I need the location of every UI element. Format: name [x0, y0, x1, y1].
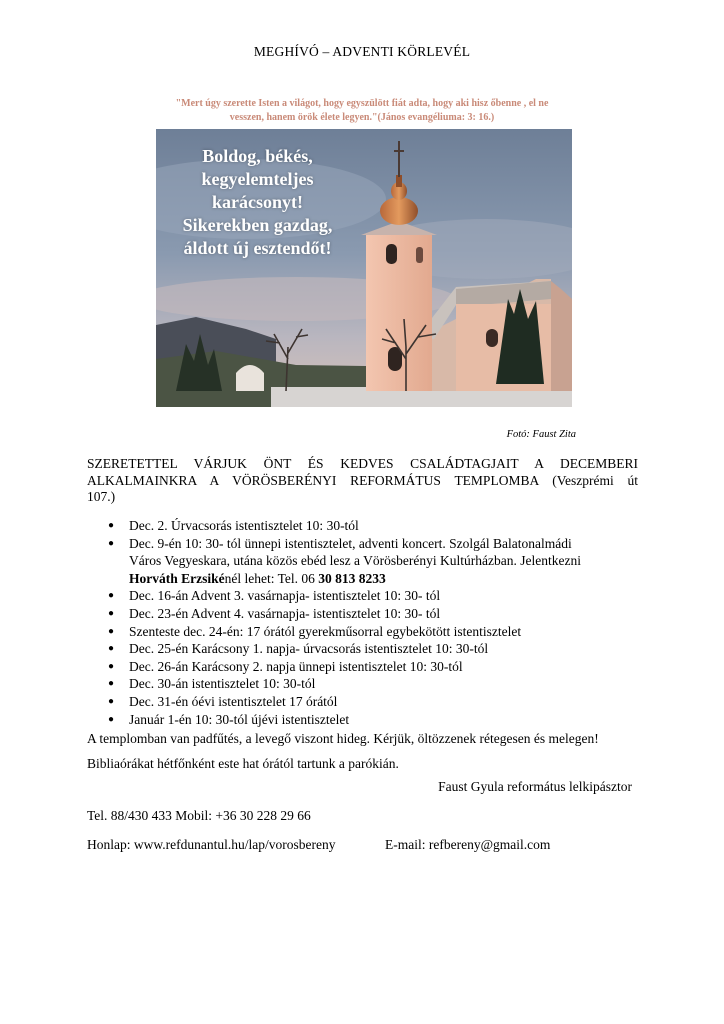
event-list: [87, 517, 638, 728]
bible-study-note: Bibliaórákat hétfőnként este hat órától tartunk a parókián.: [87, 756, 399, 771]
invitation-line-1: SZERETETTEL VÁRJUK ÖNT ÉS KEDVES CSALÁDTAGJAIT A DECEMBERI: [87, 456, 638, 471]
event-text: Dec. 30-án istentisztelet 10: 30-tól: [129, 676, 316, 692]
bible-quote: [150, 97, 574, 125]
greeting-line-2: kegyelemteljes: [201, 169, 314, 189]
greeting-text: [170, 145, 345, 260]
tower-window: [416, 247, 423, 263]
list-item: [87, 535, 638, 588]
list-item: [87, 640, 638, 658]
list-item: [87, 605, 638, 623]
photo-credit: Fotó: Faust Zita: [506, 429, 576, 440]
document-title: MEGHÍVÓ – ADVENTI KÖRLEVÉL: [253, 44, 471, 59]
bullet-icon: ●: [108, 713, 115, 725]
event-text: Dec. 26-án Karácsony 2. napja ünnepi istentisztelet 10: 30-tól: [129, 658, 463, 674]
event-text: Dec. 2. Úrvacsorás istentisztelet 10: 30-tól: [129, 518, 359, 533]
list-item: [87, 693, 638, 711]
bullet-icon: ●: [108, 607, 115, 619]
greeting-line-5: áldott új esztendőt!: [183, 238, 332, 258]
event-text: Dec. 25-én Karácsony 1. napja- úrvacsorás istentisztelet 10: 30-tól: [129, 641, 489, 657]
bullet-icon: ●: [108, 537, 115, 549]
event-contact-line: [129, 570, 638, 588]
event-text: Dec. 16-án Advent 3. vasárnapja- istentisztelet 10: 30- tól: [129, 588, 441, 604]
signature: Faust Gyula református lelkipásztor: [438, 779, 632, 794]
list-item: [87, 675, 638, 693]
church-photo: [156, 129, 572, 407]
tower-window: [386, 244, 397, 264]
greeting-line-1: Boldog, békés,: [202, 146, 313, 166]
list-item: [87, 658, 638, 676]
bullet-icon: ●: [108, 520, 115, 531]
tower-dome: [380, 197, 418, 225]
bullet-icon: ●: [108, 695, 115, 707]
contact-name: Horváth Erzsiké: [129, 570, 225, 586]
event-text: Január 1-én 10: 30-tól újévi istentisztelet: [129, 711, 350, 727]
event-text: Szenteste dec. 24-én: 17 órától gyerekműsorral egybekötött istentisztelet: [129, 623, 522, 639]
bible-quote-line-2: vesszen, hanem örök élete legyen."(János evangéliuma: 3: 16.): [229, 112, 495, 123]
bullet-icon: ●: [108, 625, 115, 637]
bullet-icon: ●: [108, 590, 115, 602]
event-text: Dec. 31-én óévi istentisztelet 17 órától: [129, 693, 338, 709]
list-item: [87, 623, 638, 641]
list-item: [87, 711, 638, 729]
website-info: Honlap: www.refdunantul.hu/lap/vorosbereny: [87, 837, 336, 852]
event-text: [129, 535, 638, 588]
bible-quote-line-1: "Mert úgy szerette Isten a világot, hogy egyszülött fiát adta, hogy aki hisz őbenne , el ne: [175, 98, 549, 109]
church-apse: [551, 281, 572, 391]
greeting-line-4: Sikerekben gazdag,: [182, 215, 333, 235]
contact-suffix: nél lehet: Tel. 06: [224, 570, 319, 586]
list-item: [87, 587, 638, 605]
invitation-line-2: ALKALMAINKRA A VÖRÖSBERÉNYI REFORMÁTUS TEMPLOMBA (Veszprémi út: [87, 472, 638, 488]
heating-note: A templomban van padfűtés, a levegő viszont hideg. Kérjük, öltözzenek rétegesen és melegen!: [87, 731, 599, 746]
greeting-line-3: karácsonyt!: [212, 192, 303, 212]
phone-info: Tel. 88/430 433 Mobil: +36 30 228 29 66: [87, 808, 311, 823]
event-text: Dec. 23-én Advent 4. vasárnapja- istentisztelet 10: 30- tól: [129, 605, 441, 621]
church-window: [486, 329, 498, 347]
bullet-icon: ●: [108, 643, 115, 655]
list-item: [87, 517, 638, 535]
invitation-text: [87, 456, 638, 506]
bullet-icon: ●: [108, 678, 115, 690]
invitation-line-3: 107.): [87, 489, 116, 504]
contact-phone: 30 813 8233: [318, 570, 386, 586]
email-info: E-mail: refbereny@gmail.com: [385, 837, 551, 852]
event-line: Dec. 9-én 10: 30- tól ünnepi istentisztelet, adventi koncert. Szolgál Balatonalmádi: [129, 535, 572, 551]
bullet-icon: ●: [108, 660, 115, 672]
event-line: Város Vegyeskara, utána közös ebéd lesz a Vörösberényi Kultúrházban. Jelentkezni: [129, 553, 581, 569]
